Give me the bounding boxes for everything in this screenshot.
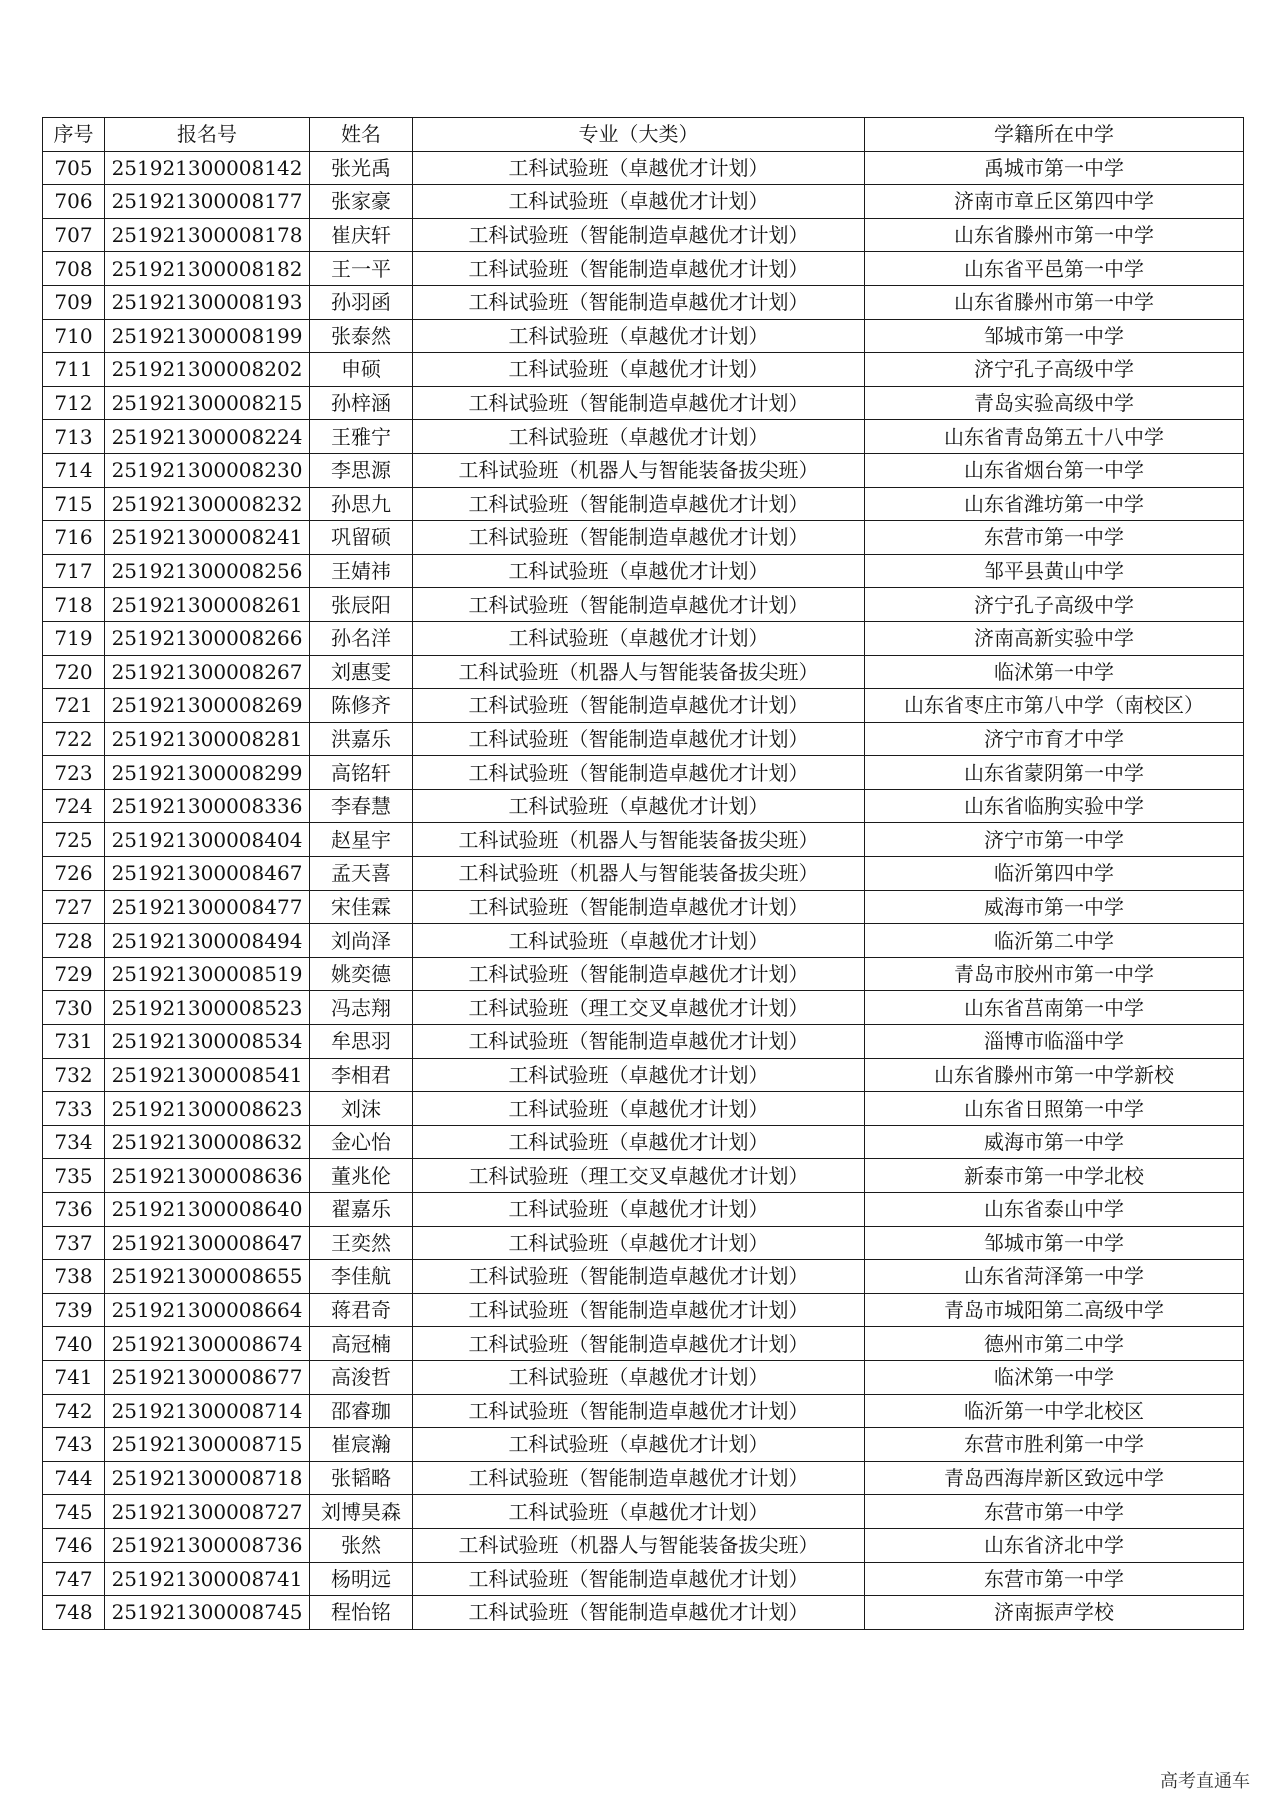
table-row <box>43 1159 1244 1193</box>
cell-registration-number: 251921300008523 <box>105 991 310 1025</box>
cell-school: 青岛市胶州市第一中学 <box>865 957 1244 991</box>
cell-name: 姚奕德 <box>310 957 413 991</box>
cell-major: 工科试验班（卓越优才计划） <box>413 1428 865 1462</box>
admission-table <box>42 117 1244 1630</box>
table-row <box>43 1092 1244 1126</box>
cell-school: 邹平县黄山中学 <box>865 554 1244 588</box>
table-row <box>43 185 1244 219</box>
cell-name: 李春慧 <box>310 789 413 823</box>
cell-seq: 709 <box>43 285 105 319</box>
cell-seq: 745 <box>43 1495 105 1529</box>
cell-school: 东营市胜利第一中学 <box>865 1428 1244 1462</box>
cell-registration-number: 251921300008640 <box>105 1193 310 1227</box>
table-row <box>43 1461 1244 1495</box>
cell-registration-number: 251921300008199 <box>105 319 310 353</box>
table-row <box>43 588 1244 622</box>
cell-registration-number: 251921300008224 <box>105 420 310 454</box>
cell-school: 临沭第一中学 <box>865 655 1244 689</box>
cell-registration-number: 251921300008202 <box>105 353 310 387</box>
cell-registration-number: 251921300008664 <box>105 1293 310 1327</box>
table-row <box>43 1058 1244 1092</box>
cell-school: 山东省济北中学 <box>865 1528 1244 1562</box>
cell-seq: 731 <box>43 1025 105 1059</box>
cell-registration-number: 251921300008193 <box>105 285 310 319</box>
cell-registration-number: 251921300008647 <box>105 1226 310 1260</box>
cell-major: 工科试验班（智能制造卓越优才计划） <box>413 722 865 756</box>
cell-registration-number: 251921300008230 <box>105 453 310 487</box>
cell-name: 张然 <box>310 1528 413 1562</box>
header-name: 姓名 <box>310 118 413 152</box>
header-major: 专业（大类） <box>413 118 865 152</box>
table-row <box>43 789 1244 823</box>
cell-school: 济南市章丘区第四中学 <box>865 185 1244 219</box>
cell-seq: 723 <box>43 756 105 790</box>
cell-seq: 718 <box>43 588 105 622</box>
cell-major: 工科试验班（卓越优才计划） <box>413 1092 865 1126</box>
table-row <box>43 1327 1244 1361</box>
table-row <box>43 823 1244 857</box>
cell-name: 李佳航 <box>310 1260 413 1294</box>
cell-major: 工科试验班（智能制造卓越优才计划） <box>413 285 865 319</box>
cell-school: 山东省烟台第一中学 <box>865 453 1244 487</box>
cell-major: 工科试验班（卓越优才计划） <box>413 420 865 454</box>
cell-seq: 744 <box>43 1461 105 1495</box>
cell-school: 德州市第二中学 <box>865 1327 1244 1361</box>
cell-seq: 738 <box>43 1260 105 1294</box>
cell-seq: 715 <box>43 487 105 521</box>
cell-registration-number: 251921300008281 <box>105 722 310 756</box>
cell-registration-number: 251921300008541 <box>105 1058 310 1092</box>
cell-name: 邵睿珈 <box>310 1394 413 1428</box>
cell-registration-number: 251921300008267 <box>105 655 310 689</box>
cell-major: 工科试验班（卓越优才计划） <box>413 185 865 219</box>
cell-major: 工科试验班（智能制造卓越优才计划） <box>413 1596 865 1630</box>
table-row <box>43 1260 1244 1294</box>
cell-seq: 728 <box>43 924 105 958</box>
cell-name: 王奕然 <box>310 1226 413 1260</box>
cell-school: 山东省潍坊第一中学 <box>865 487 1244 521</box>
cell-major: 工科试验班（智能制造卓越优才计划） <box>413 890 865 924</box>
cell-registration-number: 251921300008677 <box>105 1360 310 1394</box>
cell-name: 金心怡 <box>310 1125 413 1159</box>
cell-major: 工科试验班（智能制造卓越优才计划） <box>413 1394 865 1428</box>
cell-school: 山东省滕州市第一中学 <box>865 285 1244 319</box>
header-registration-number: 报名号 <box>105 118 310 152</box>
table-row <box>43 689 1244 723</box>
cell-seq: 705 <box>43 151 105 185</box>
cell-school: 青岛实验高级中学 <box>865 386 1244 420</box>
table-row <box>43 285 1244 319</box>
cell-school: 邹城市第一中学 <box>865 319 1244 353</box>
cell-school: 济南振声学校 <box>865 1596 1244 1630</box>
cell-seq: 748 <box>43 1596 105 1630</box>
cell-registration-number: 251921300008182 <box>105 252 310 286</box>
cell-seq: 740 <box>43 1327 105 1361</box>
cell-school: 山东省莒南第一中学 <box>865 991 1244 1025</box>
cell-major: 工科试验班（智能制造卓越优才计划） <box>413 1327 865 1361</box>
cell-major: 工科试验班（卓越优才计划） <box>413 554 865 588</box>
cell-registration-number: 251921300008623 <box>105 1092 310 1126</box>
table-row <box>43 151 1244 185</box>
cell-major: 工科试验班（卓越优才计划） <box>413 1226 865 1260</box>
table-row <box>43 655 1244 689</box>
cell-school: 临沭第一中学 <box>865 1360 1244 1394</box>
table-row <box>43 890 1244 924</box>
table-row <box>43 353 1244 387</box>
cell-seq: 711 <box>43 353 105 387</box>
cell-name: 巩留硕 <box>310 521 413 555</box>
cell-major: 工科试验班（卓越优才计划） <box>413 924 865 958</box>
cell-name: 张光禹 <box>310 151 413 185</box>
cell-seq: 747 <box>43 1562 105 1596</box>
cell-school: 山东省临朐实验中学 <box>865 789 1244 823</box>
cell-name: 刘博昊森 <box>310 1495 413 1529</box>
cell-major: 工科试验班（智能制造卓越优才计划） <box>413 957 865 991</box>
cell-seq: 707 <box>43 218 105 252</box>
cell-major: 工科试验班（卓越优才计划） <box>413 789 865 823</box>
cell-major: 工科试验班（卓越优才计划） <box>413 1058 865 1092</box>
cell-major: 工科试验班（智能制造卓越优才计划） <box>413 521 865 555</box>
cell-major: 工科试验班（卓越优才计划） <box>413 1360 865 1394</box>
cell-school: 济宁市第一中学 <box>865 823 1244 857</box>
cell-school: 山东省泰山中学 <box>865 1193 1244 1227</box>
cell-name: 李思源 <box>310 453 413 487</box>
cell-name: 孙羽函 <box>310 285 413 319</box>
cell-name: 王一平 <box>310 252 413 286</box>
cell-major: 工科试验班（卓越优才计划） <box>413 1193 865 1227</box>
cell-school: 山东省蒙阴第一中学 <box>865 756 1244 790</box>
cell-seq: 730 <box>43 991 105 1025</box>
cell-name: 宋佳霖 <box>310 890 413 924</box>
table-row <box>43 1360 1244 1394</box>
table-row <box>43 1528 1244 1562</box>
cell-registration-number: 251921300008336 <box>105 789 310 823</box>
cell-seq: 742 <box>43 1394 105 1428</box>
cell-registration-number: 251921300008715 <box>105 1428 310 1462</box>
table-row <box>43 420 1244 454</box>
cell-school: 山东省菏泽第一中学 <box>865 1260 1244 1294</box>
table-row <box>43 857 1244 891</box>
table-row <box>43 1125 1244 1159</box>
cell-registration-number: 251921300008261 <box>105 588 310 622</box>
cell-major: 工科试验班（机器人与智能装备拔尖班） <box>413 857 865 891</box>
cell-name: 陈修齐 <box>310 689 413 723</box>
cell-major: 工科试验班（智能制造卓越优才计划） <box>413 756 865 790</box>
cell-name: 李相君 <box>310 1058 413 1092</box>
cell-registration-number: 251921300008736 <box>105 1528 310 1562</box>
cell-major: 工科试验班（智能制造卓越优才计划） <box>413 1562 865 1596</box>
cell-seq: 721 <box>43 689 105 723</box>
cell-major: 工科试验班（机器人与智能装备拔尖班） <box>413 1528 865 1562</box>
cell-school: 山东省枣庄市第八中学（南校区） <box>865 689 1244 723</box>
cell-seq: 717 <box>43 554 105 588</box>
cell-registration-number: 251921300008232 <box>105 487 310 521</box>
cell-name: 高铭轩 <box>310 756 413 790</box>
cell-registration-number: 251921300008674 <box>105 1327 310 1361</box>
cell-registration-number: 251921300008467 <box>105 857 310 891</box>
table-header-row <box>43 118 1244 152</box>
cell-registration-number: 251921300008266 <box>105 621 310 655</box>
cell-major: 工科试验班（卓越优才计划） <box>413 319 865 353</box>
cell-school: 威海市第一中学 <box>865 1125 1244 1159</box>
cell-major: 工科试验班（智能制造卓越优才计划） <box>413 252 865 286</box>
cell-name: 冯志翔 <box>310 991 413 1025</box>
cell-name: 洪嘉乐 <box>310 722 413 756</box>
cell-seq: 713 <box>43 420 105 454</box>
cell-major: 工科试验班（机器人与智能装备拔尖班） <box>413 655 865 689</box>
cell-name: 刘尚泽 <box>310 924 413 958</box>
cell-seq: 714 <box>43 453 105 487</box>
table-row <box>43 453 1244 487</box>
cell-name: 刘惠雯 <box>310 655 413 689</box>
cell-registration-number: 251921300008215 <box>105 386 310 420</box>
cell-registration-number: 251921300008727 <box>105 1495 310 1529</box>
table-row <box>43 1495 1244 1529</box>
table-row <box>43 487 1244 521</box>
cell-name: 孙名洋 <box>310 621 413 655</box>
cell-school: 济南高新实验中学 <box>865 621 1244 655</box>
cell-name: 蒋君奇 <box>310 1293 413 1327</box>
cell-school: 禹城市第一中学 <box>865 151 1244 185</box>
table-row <box>43 621 1244 655</box>
cell-major: 工科试验班（智能制造卓越优才计划） <box>413 218 865 252</box>
cell-registration-number: 251921300008636 <box>105 1159 310 1193</box>
cell-school: 临沂第四中学 <box>865 857 1244 891</box>
cell-school: 山东省滕州市第一中学新校 <box>865 1058 1244 1092</box>
cell-major: 工科试验班（机器人与智能装备拔尖班） <box>413 453 865 487</box>
cell-registration-number: 251921300008178 <box>105 218 310 252</box>
cell-name: 刘沫 <box>310 1092 413 1126</box>
cell-school: 山东省平邑第一中学 <box>865 252 1244 286</box>
table-row <box>43 991 1244 1025</box>
cell-name: 张韬略 <box>310 1461 413 1495</box>
cell-registration-number: 251921300008718 <box>105 1461 310 1495</box>
cell-major: 工科试验班（卓越优才计划） <box>413 151 865 185</box>
cell-registration-number: 251921300008714 <box>105 1394 310 1428</box>
cell-name: 孟天喜 <box>310 857 413 891</box>
table-row <box>43 1025 1244 1059</box>
cell-school: 济宁孔子高级中学 <box>865 588 1244 622</box>
cell-registration-number: 251921300008534 <box>105 1025 310 1059</box>
cell-name: 孙思九 <box>310 487 413 521</box>
cell-seq: 736 <box>43 1193 105 1227</box>
cell-name: 程怡铭 <box>310 1596 413 1630</box>
table-row <box>43 1394 1244 1428</box>
table-row <box>43 957 1244 991</box>
cell-major: 工科试验班（理工交叉卓越优才计划） <box>413 1159 865 1193</box>
cell-school: 东营市第一中学 <box>865 521 1244 555</box>
cell-registration-number: 251921300008177 <box>105 185 310 219</box>
cell-registration-number: 251921300008477 <box>105 890 310 924</box>
cell-name: 张家豪 <box>310 185 413 219</box>
table-row <box>43 1428 1244 1462</box>
cell-seq: 726 <box>43 857 105 891</box>
cell-school: 邹城市第一中学 <box>865 1226 1244 1260</box>
cell-seq: 724 <box>43 789 105 823</box>
cell-registration-number: 251921300008632 <box>105 1125 310 1159</box>
cell-seq: 741 <box>43 1360 105 1394</box>
cell-name: 翟嘉乐 <box>310 1193 413 1227</box>
cell-major: 工科试验班（卓越优才计划） <box>413 1495 865 1529</box>
cell-major: 工科试验班（机器人与智能装备拔尖班） <box>413 823 865 857</box>
cell-name: 崔宸瀚 <box>310 1428 413 1462</box>
cell-name: 高冠楠 <box>310 1327 413 1361</box>
cell-registration-number: 251921300008299 <box>105 756 310 790</box>
cell-seq: 720 <box>43 655 105 689</box>
table-row <box>43 1193 1244 1227</box>
cell-registration-number: 251921300008745 <box>105 1596 310 1630</box>
cell-school: 威海市第一中学 <box>865 890 1244 924</box>
cell-major: 工科试验班（智能制造卓越优才计划） <box>413 588 865 622</box>
cell-seq: 732 <box>43 1058 105 1092</box>
cell-registration-number: 251921300008519 <box>105 957 310 991</box>
cell-seq: 716 <box>43 521 105 555</box>
cell-school: 山东省滕州市第一中学 <box>865 218 1244 252</box>
header-school: 学籍所在中学 <box>865 118 1244 152</box>
cell-registration-number: 251921300008655 <box>105 1260 310 1294</box>
cell-registration-number: 251921300008142 <box>105 151 310 185</box>
cell-name: 牟思羽 <box>310 1025 413 1059</box>
table-row <box>43 924 1244 958</box>
cell-major: 工科试验班（智能制造卓越优才计划） <box>413 1260 865 1294</box>
table-row <box>43 554 1244 588</box>
cell-seq: 734 <box>43 1125 105 1159</box>
table-row <box>43 722 1244 756</box>
cell-registration-number: 251921300008494 <box>105 924 310 958</box>
table-row <box>43 1562 1244 1596</box>
cell-seq: 725 <box>43 823 105 857</box>
cell-seq: 746 <box>43 1528 105 1562</box>
cell-school: 东营市第一中学 <box>865 1562 1244 1596</box>
cell-seq: 706 <box>43 185 105 219</box>
cell-major: 工科试验班（卓越优才计划） <box>413 621 865 655</box>
cell-name: 张辰阳 <box>310 588 413 622</box>
cell-seq: 712 <box>43 386 105 420</box>
cell-name: 申硕 <box>310 353 413 387</box>
table-row <box>43 1596 1244 1630</box>
cell-name: 孙梓涵 <box>310 386 413 420</box>
cell-seq: 735 <box>43 1159 105 1193</box>
table-row <box>43 218 1244 252</box>
cell-name: 王雅宁 <box>310 420 413 454</box>
table-row <box>43 1293 1244 1327</box>
cell-major: 工科试验班（智能制造卓越优才计划） <box>413 1025 865 1059</box>
cell-major: 工科试验班（卓越优才计划） <box>413 353 865 387</box>
cell-major: 工科试验班（智能制造卓越优才计划） <box>413 1461 865 1495</box>
cell-school: 东营市第一中学 <box>865 1495 1244 1529</box>
cell-school: 新泰市第一中学北校 <box>865 1159 1244 1193</box>
table-body <box>43 151 1244 1629</box>
cell-registration-number: 251921300008269 <box>105 689 310 723</box>
cell-school: 山东省青岛第五十八中学 <box>865 420 1244 454</box>
table-row <box>43 521 1244 555</box>
table-row <box>43 319 1244 353</box>
cell-seq: 708 <box>43 252 105 286</box>
cell-seq: 722 <box>43 722 105 756</box>
cell-school: 临沂第一中学北校区 <box>865 1394 1244 1428</box>
cell-seq: 743 <box>43 1428 105 1462</box>
cell-registration-number: 251921300008741 <box>105 1562 310 1596</box>
watermark-text: 高考直通车 <box>1160 1771 1250 1792</box>
table-row <box>43 1226 1244 1260</box>
table-row <box>43 756 1244 790</box>
cell-registration-number: 251921300008256 <box>105 554 310 588</box>
cell-name: 王婧祎 <box>310 554 413 588</box>
cell-seq: 737 <box>43 1226 105 1260</box>
cell-major: 工科试验班（智能制造卓越优才计划） <box>413 386 865 420</box>
table-row <box>43 252 1244 286</box>
cell-major: 工科试验班（理工交叉卓越优才计划） <box>413 991 865 1025</box>
cell-school: 济宁孔子高级中学 <box>865 353 1244 387</box>
cell-major: 工科试验班（卓越优才计划） <box>413 1125 865 1159</box>
cell-registration-number: 251921300008241 <box>105 521 310 555</box>
cell-name: 张泰然 <box>310 319 413 353</box>
header-seq: 序号 <box>43 118 105 152</box>
cell-seq: 729 <box>43 957 105 991</box>
cell-registration-number: 251921300008404 <box>105 823 310 857</box>
cell-school: 临沂第二中学 <box>865 924 1244 958</box>
cell-major: 工科试验班（智能制造卓越优才计划） <box>413 487 865 521</box>
cell-major: 工科试验班（智能制造卓越优才计划） <box>413 1293 865 1327</box>
cell-name: 董兆伦 <box>310 1159 413 1193</box>
cell-seq: 727 <box>43 890 105 924</box>
cell-seq: 733 <box>43 1092 105 1126</box>
cell-name: 杨明远 <box>310 1562 413 1596</box>
cell-school: 山东省日照第一中学 <box>865 1092 1244 1126</box>
cell-seq: 710 <box>43 319 105 353</box>
cell-name: 赵星宇 <box>310 823 413 857</box>
cell-major: 工科试验班（智能制造卓越优才计划） <box>413 689 865 723</box>
table-row <box>43 386 1244 420</box>
cell-school: 青岛西海岸新区致远中学 <box>865 1461 1244 1495</box>
cell-school: 济宁市育才中学 <box>865 722 1244 756</box>
cell-seq: 739 <box>43 1293 105 1327</box>
cell-seq: 719 <box>43 621 105 655</box>
cell-school: 青岛市城阳第二高级中学 <box>865 1293 1244 1327</box>
cell-school: 淄博市临淄中学 <box>865 1025 1244 1059</box>
cell-name: 高浚哲 <box>310 1360 413 1394</box>
cell-name: 崔庆轩 <box>310 218 413 252</box>
